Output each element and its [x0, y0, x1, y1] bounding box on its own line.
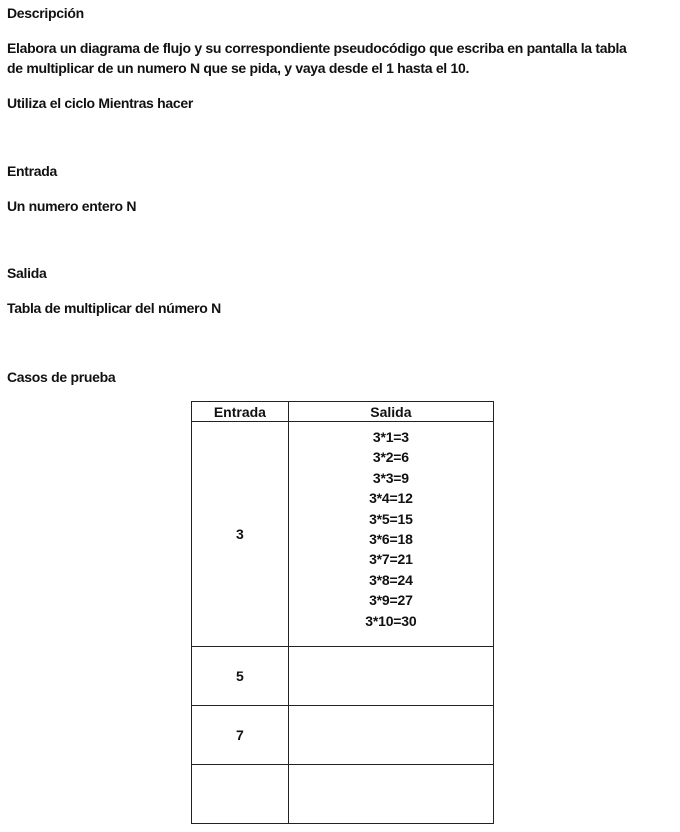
output-line: 3*9=27 [369, 592, 413, 609]
column-header-input: Entrada [192, 402, 289, 422]
output-heading: Salida [7, 265, 47, 281]
table-row [192, 647, 494, 706]
output-line: 3*2=6 [372, 449, 409, 466]
test-cases-heading: Casos de prueba [7, 369, 116, 385]
output-cell [288, 706, 493, 765]
description-text-line-3: Utiliza el ciclo Mientras hacer [7, 95, 193, 111]
input-cell: 3 [192, 422, 289, 647]
table-row [192, 422, 494, 647]
input-cell: 5 [192, 647, 289, 706]
output-cell [288, 422, 493, 647]
output-text: Tabla de multiplicar del número N [7, 300, 221, 316]
input-cell [192, 765, 289, 824]
output-line: 3*8=24 [369, 571, 413, 588]
output-line: 3*4=12 [369, 490, 413, 507]
output-line: 3*3=9 [372, 469, 409, 486]
table-header-row [192, 402, 494, 422]
output-cell [288, 647, 493, 706]
column-header-output: Salida [288, 402, 493, 422]
output-line: 3*5=15 [369, 510, 413, 527]
output-cell [288, 765, 493, 824]
table-row [192, 706, 494, 765]
input-text: Un numero entero N [7, 198, 137, 214]
table-row [192, 765, 494, 824]
output-line: 3*6=18 [369, 531, 413, 547]
description-heading: Descripción [7, 5, 84, 21]
input-heading: Entrada [7, 163, 58, 179]
description-text-line-2: de multiplicar de un numero N que se pida, y vaya desde el 1 hasta el 10. [7, 60, 470, 76]
description-text-line-1: Elabora un diagrama de flujo y su correspondiente pseudocódigo que escriba en pantalla la tabla [7, 40, 627, 56]
output-line: 3*10=30 [365, 612, 417, 629]
input-cell: 7 [192, 706, 289, 765]
output-line: 3*1=3 [372, 429, 409, 446]
output-line: 3*7=21 [369, 551, 413, 568]
test-cases-table [191, 401, 494, 824]
